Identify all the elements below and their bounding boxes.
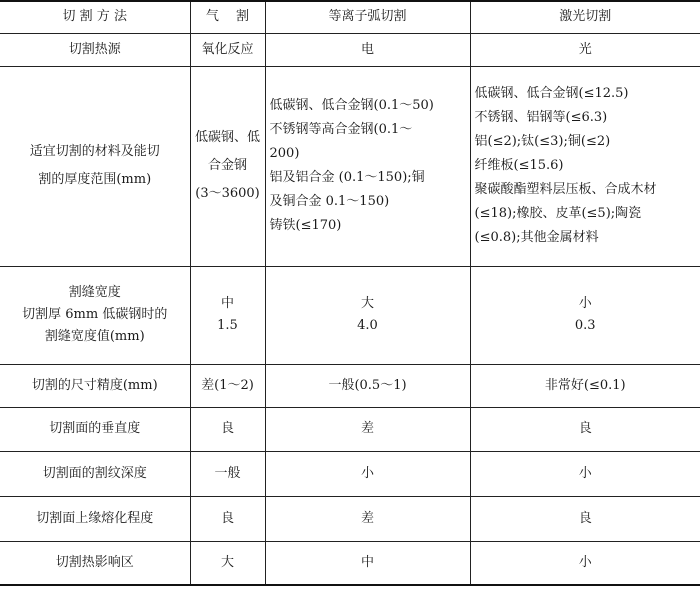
cell-text: 差 <box>360 510 374 526</box>
cell-label <box>0 451 190 496</box>
cell-gas <box>190 364 265 407</box>
cell-text: 切割厚 6mm 低碳钢时的 <box>22 307 168 322</box>
cell-text: 切割热源 <box>68 41 121 57</box>
cell-text: 切割的尺寸精度(mm) <box>31 377 158 393</box>
header-plasma: 等离子弧切割 <box>265 1 470 33</box>
cell-plasma <box>265 541 470 585</box>
cell-text: 聚碳酸酯塑料层压板、合成木材 <box>474 182 657 197</box>
cell-text: 低碳钢、低合金钢(≤12.5) <box>474 86 629 101</box>
cell-label <box>0 33 190 66</box>
cell-laser <box>470 33 700 66</box>
header-laser: 激光切割 <box>470 1 700 33</box>
cell-text: 小 <box>360 465 374 481</box>
cell-text: 铸铁(≤170) <box>269 218 342 233</box>
header-gas: 气 割 <box>190 1 265 33</box>
cell-text: 良 <box>578 421 592 436</box>
cell-plasma <box>265 66 470 266</box>
cell-text: (≤18);橡胶、皮革(≤5);陶瓷 <box>474 206 642 221</box>
cell-text: 不锈钢等高合金钢(0.1～ <box>269 122 413 137</box>
cell-text: 一般(0.5～1) <box>328 377 407 393</box>
table-row <box>0 407 700 451</box>
cell-text: 大 <box>220 554 234 570</box>
cell-gas <box>190 407 265 451</box>
cell-text: 1.5 <box>217 318 238 333</box>
cell-text: 切割面的垂直度 <box>49 421 141 436</box>
cell-gas <box>190 266 265 364</box>
cell-laser <box>470 364 700 407</box>
table-row <box>0 541 700 585</box>
table-row <box>0 66 700 266</box>
cell-text: 割缝宽度 <box>68 285 121 300</box>
cell-label <box>0 66 190 266</box>
cell-gas <box>190 496 265 541</box>
cell-text: 纤维板(≤15.6) <box>474 158 564 173</box>
cell-text: 大 <box>360 296 374 311</box>
cell-text: 切割面上缘熔化程度 <box>36 510 154 526</box>
cell-text: 氧化反应 <box>201 41 254 57</box>
cell-text: 铝(≤2);钛(≤3);铜(≤2) <box>474 134 611 149</box>
cell-gas <box>190 541 265 585</box>
cell-text: 切割面的割纹深度 <box>42 465 147 481</box>
cell-plasma <box>265 451 470 496</box>
cell-text: 电 <box>360 41 374 57</box>
table-row <box>0 33 700 66</box>
cell-plasma <box>265 407 470 451</box>
cell-text: 适宜切割的材料及能切 <box>29 144 160 159</box>
cell-label <box>0 364 190 407</box>
table-row <box>0 496 700 541</box>
cell-text: 中 <box>360 554 374 570</box>
cell-plasma <box>265 496 470 541</box>
table-row <box>0 364 700 407</box>
cell-text: 良 <box>220 421 234 436</box>
cell-text: 合金钢 <box>207 158 247 173</box>
cell-text: 不锈钢、铝钢等(≤6.3) <box>474 110 608 125</box>
cell-gas <box>190 33 265 66</box>
cell-text: 差(1～2) <box>201 377 254 393</box>
cell-label <box>0 407 190 451</box>
table-row <box>0 451 700 496</box>
cell-text: 4.0 <box>357 318 378 333</box>
cell-text: 中 <box>220 296 234 311</box>
cell-text: 小 <box>578 554 592 570</box>
cell-laser <box>470 496 700 541</box>
cell-text: 差 <box>360 421 374 436</box>
cell-laser <box>470 541 700 585</box>
cell-text: (≤0.8);其他金属材料 <box>474 230 599 245</box>
cell-laser <box>470 266 700 364</box>
cell-label <box>0 541 190 585</box>
cell-label <box>0 266 190 364</box>
cell-text: 良 <box>578 510 592 526</box>
cell-text: 铝及铝合金 (0.1～150);铜 <box>269 170 425 185</box>
cell-text: 低碳钢、低 <box>194 130 260 145</box>
cell-text: 一般 <box>214 465 241 481</box>
table-row <box>0 266 700 364</box>
cell-laser <box>470 451 700 496</box>
cell-text: 非常好(≤0.1) <box>544 377 626 393</box>
cell-text: 割的厚度范围(mm) <box>38 172 152 187</box>
cell-text: 光 <box>578 41 592 57</box>
cell-text: 割缝宽度值(mm) <box>44 329 145 344</box>
cell-text: 200) <box>269 146 300 161</box>
cell-text: 良 <box>220 510 234 526</box>
cell-text: 小 <box>578 296 592 311</box>
cell-text: 小 <box>578 465 592 481</box>
cell-plasma <box>265 364 470 407</box>
cell-text: 切割热影响区 <box>55 554 134 570</box>
cell-text: (3～3600) <box>195 186 260 201</box>
cell-label <box>0 496 190 541</box>
cell-laser <box>470 407 700 451</box>
header-row <box>0 1 700 33</box>
header-method: 切 割 方 法 <box>0 1 190 33</box>
cell-plasma <box>265 266 470 364</box>
cell-text: 0.3 <box>574 318 596 333</box>
cell-text: 低碳钢、低合金钢(0.1～50) <box>269 98 434 113</box>
cell-gas <box>190 451 265 496</box>
cell-gas <box>190 66 265 266</box>
cell-text: 及铜合金 0.1～150) <box>269 194 390 209</box>
cell-laser <box>470 66 700 266</box>
cell-plasma <box>265 33 470 66</box>
